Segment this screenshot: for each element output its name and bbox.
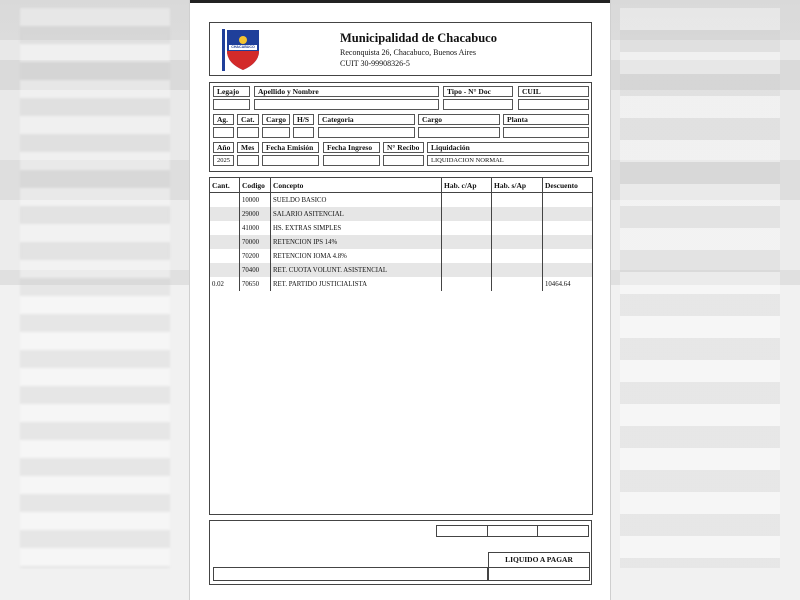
value-hs: [293, 127, 314, 138]
cell-codigo: 29000: [240, 207, 271, 221]
cell-concepto: RETENCION IPS 14%: [271, 235, 442, 249]
cell-codigo: 70000: [240, 235, 271, 249]
cell-hab-sap: [492, 263, 543, 277]
cell-cant: [210, 263, 240, 277]
value-cat: [237, 127, 259, 138]
cell-cant: [210, 221, 240, 235]
label-mes: Mes: [237, 142, 259, 153]
value-apellido-nombre: [254, 99, 439, 110]
table-filler-row: [210, 291, 593, 515]
cell-cant: [210, 249, 240, 263]
value-cargo: [418, 127, 500, 138]
cell-hab-cap: [442, 207, 492, 221]
cell-descuento: [543, 221, 593, 235]
org-address: Reconquista 26, Chacabuco, Buenos Aires: [340, 48, 476, 57]
table-row: [210, 221, 593, 235]
cell-hab-sap: [492, 221, 543, 235]
table-header-row: [210, 178, 593, 193]
value-recibo: [383, 155, 424, 166]
liquido-label: LIQUIDO A PAGAR: [488, 552, 590, 568]
label-liquidacion: Liquidación: [427, 142, 589, 153]
value-cuil: [518, 99, 589, 110]
cell-hab-sap: [492, 277, 543, 291]
label-cargo: Cargo: [418, 114, 500, 125]
value-fecha-emision: [262, 155, 319, 166]
col-hab-cap: Hab. c/Ap: [442, 178, 492, 193]
cell-hab-sap: [492, 193, 543, 208]
cell-cant: [210, 235, 240, 249]
table-row: [210, 235, 593, 249]
totals-box: [209, 520, 592, 585]
cell-hab-sap: [492, 207, 543, 221]
org-name: Municipalidad de Chacabuco: [340, 31, 497, 45]
cell-codigo: 70650: [240, 277, 271, 291]
top-border: [190, 0, 610, 3]
header-box: [209, 22, 592, 76]
label-categoria: Categoria: [318, 114, 415, 125]
cell-concepto: SALARIO ASITENCIAL: [271, 207, 442, 221]
value-mes: [237, 155, 259, 166]
value-cargo-short: [262, 127, 290, 138]
total-descuento: [537, 525, 589, 537]
label-ag: Ag.: [213, 114, 234, 125]
cell-descuento: [543, 207, 593, 221]
municipality-logo: [222, 29, 260, 71]
value-ag: [213, 127, 234, 138]
cell-descuento: [543, 235, 593, 249]
table-row: [210, 207, 593, 221]
value-categoria: [318, 127, 415, 138]
table-row: [210, 249, 593, 263]
employee-info-box: [209, 82, 592, 172]
cell-concepto: SUELDO BASICO: [271, 193, 442, 208]
table-row: [210, 263, 593, 277]
cell-concepto: RET. CUOTA VOLUNT. ASISTENCIAL: [271, 263, 442, 277]
concepts-table: [209, 177, 593, 515]
label-cuil: CUIL: [518, 86, 589, 97]
cell-hab-cap: [442, 235, 492, 249]
label-recibo: N° Recibo: [383, 142, 424, 153]
cell-hab-sap: [492, 249, 543, 263]
col-concepto: Concepto: [271, 178, 442, 193]
table-row: [210, 277, 593, 291]
col-descuento: Descuento: [543, 178, 593, 193]
cell-codigo: 70200: [240, 249, 271, 263]
cell-descuento: 10464.64: [543, 277, 593, 291]
cell-hab-cap: [442, 263, 492, 277]
logo-text: CHACABUCO: [231, 44, 255, 49]
cell-concepto: RET. PARTIDO JUSTICIALISTA: [271, 277, 442, 291]
label-fecha-ingreso: Fecha Ingreso: [323, 142, 380, 153]
payslip-document: [190, 0, 610, 600]
cell-hab-cap: [442, 249, 492, 263]
liquido-value: [488, 567, 590, 581]
col-cant: Cant.: [210, 178, 240, 193]
cell-hab-sap: [492, 235, 543, 249]
col-codigo: Codigo: [240, 178, 271, 193]
label-apellido-nombre: Apellido y Nombre: [254, 86, 439, 97]
cell-concepto: HS. EXTRAS SIMPLES: [271, 221, 442, 235]
cell-cant: [210, 193, 240, 208]
cell-concepto: RETENCION IOMA 4.8%: [271, 249, 442, 263]
label-cargo-short: Cargo: [262, 114, 290, 125]
cell-cant: [210, 207, 240, 221]
label-fecha-emision: Fecha Emisión: [262, 142, 319, 153]
cell-hab-cap: [442, 221, 492, 235]
table-row: [210, 193, 593, 208]
value-tipo-doc: [443, 99, 513, 110]
amount-in-words-field: [213, 567, 488, 581]
cell-codigo: 10000: [240, 193, 271, 208]
value-anio: 2025: [213, 155, 234, 166]
total-hab-cap: [436, 525, 488, 537]
label-cat: Cat.: [237, 114, 259, 125]
label-anio: Año: [213, 142, 234, 153]
org-cuit: CUIT 30-99908326-5: [340, 59, 410, 68]
cell-descuento: [543, 249, 593, 263]
cell-codigo: 41000: [240, 221, 271, 235]
label-legajo: Legajo: [213, 86, 250, 97]
col-hab-sap: Hab. s/Ap: [492, 178, 543, 193]
value-fecha-ingreso: [323, 155, 380, 166]
value-liquidacion: LIQUIDACION NORMAL: [427, 155, 589, 166]
cell-descuento: [543, 193, 593, 208]
label-hs: H/S: [293, 114, 314, 125]
value-planta: [503, 127, 589, 138]
value-legajo: [213, 99, 250, 110]
label-planta: Planta: [503, 114, 589, 125]
cell-codigo: 70400: [240, 263, 271, 277]
label-tipo-doc: Tipo - N° Doc: [443, 86, 513, 97]
total-hab-sap: [487, 525, 538, 537]
cell-cant: 0.02: [210, 277, 240, 291]
cell-hab-cap: [442, 193, 492, 208]
cell-descuento: [543, 263, 593, 277]
cell-hab-cap: [442, 277, 492, 291]
